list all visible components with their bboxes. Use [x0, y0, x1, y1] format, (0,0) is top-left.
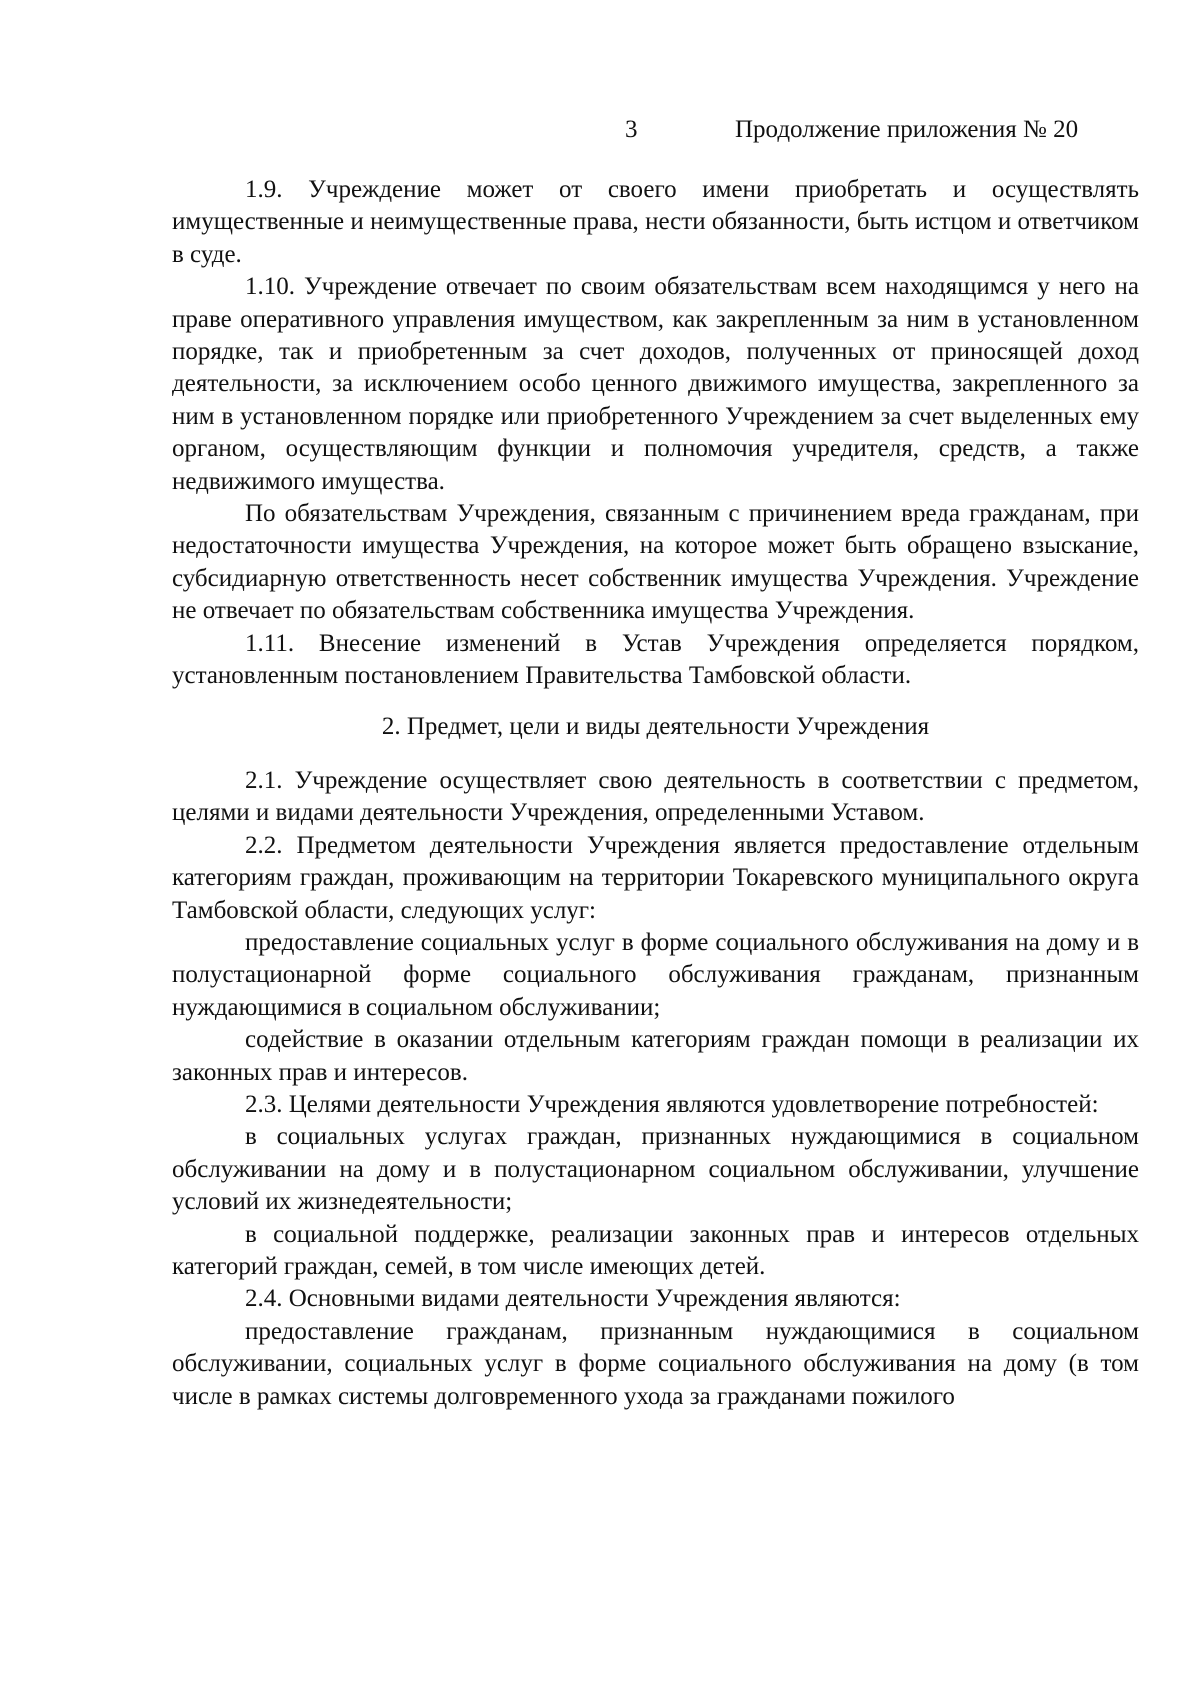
paragraph-2-2: 2.2. Предметом деятельности Учреждения является предоставление отдельным категориям граждан, проживающим на территории Токаревского муниципального округа Тамбовской области, следующих услуг: [172, 831, 1139, 924]
paragraph-1-10: 1.10. Учреждение отвечает по своим обязательствам всем находящимся у него на праве оперативного управления имуществом, как закрепленным за ним в установленном порядке, так и приобретенным за счет доходов, полученных от приносящей доход деятельности, за исключением особо ценного движимого имущества, закрепленного за ним в установленном порядке или приобретенного Учреждением за счет выделенных ему органом, осуществляющим функции и полномочия учредителя, средств, а также недвижимого имущества. [172, 273, 1139, 495]
paragraph-1-11: 1.11. Внесение изменений в Устав Учреждения определяется порядком, установленным постановлением Правительства Тамбовской области. [172, 629, 1139, 690]
paragraph-2-2-item-1: предоставление социальных услуг в форме социального обслуживания на дому и в полустационарной форме социального обслуживания гражданам, признанным нуждающимися в социальном обслуживании; [172, 928, 1139, 1021]
section-heading-2: 2. Предмет, цели и виды деятельности Учреждения [381, 712, 930, 740]
paragraph-2-1: 2.1. Учреждение осуществляет свою деятельность в соответствии с предметом, целями и видами деятельности Учреждения, определенными Уставом. [172, 766, 1139, 827]
paragraph-1-9: 1.9. Учреждение может от своего имени приобретать и осуществлять имущественные и неимущественные права, нести обязанности, быть истцом и ответчиком в суде. [172, 176, 1139, 268]
page-header [0, 116, 1200, 156]
paragraph-2-3: 2.3. Целями деятельности Учреждения являются удовлетворение потребностей: [245, 1090, 1099, 1118]
paragraph-2-2-item-2: содействие в оказании отдельным категориям граждан помощи в реализации их законных прав и интересов. [172, 1026, 1139, 1086]
paragraph-2-4: 2.4. Основными видами деятельности Учреждения являются: [245, 1285, 901, 1313]
paragraph-2-3-item-2: в социальной поддержке, реализации законных прав и интересов отдельных категорий граждан, семей, в том числе имеющих детей. [172, 1220, 1139, 1280]
paragraph-2-3-item-1: в социальных услугах граждан, признанных нуждающимися в социальном обслуживании на дому и в полустационарном социальном обслуживании, улучшение условий их жизнедеятельности; [172, 1123, 1139, 1216]
appendix-continuation-note: Продолжение приложения № 20 [735, 116, 1079, 143]
document-body [172, 174, 1139, 1413]
paragraph-liability: По обязательствам Учреждения, связанным с причинением вреда гражданам, при недостаточности имущества Учреждения, на которое может быть обращено взыскание, субсидиарную ответственность несет собственник имущества Учреждения. Учреждение не отвечает по обязательствам собственника имущества Учреждения. [172, 500, 1139, 625]
page-number: 3 [625, 116, 638, 143]
paragraph-2-4-item-1: предоставление гражданам, признанным нуждающимися в социальном обслуживании, социальных услуг в форме социального обслуживания на дому (в том числе в рамках системы долговременного ухода за гражданами пожилого [172, 1317, 1139, 1410]
